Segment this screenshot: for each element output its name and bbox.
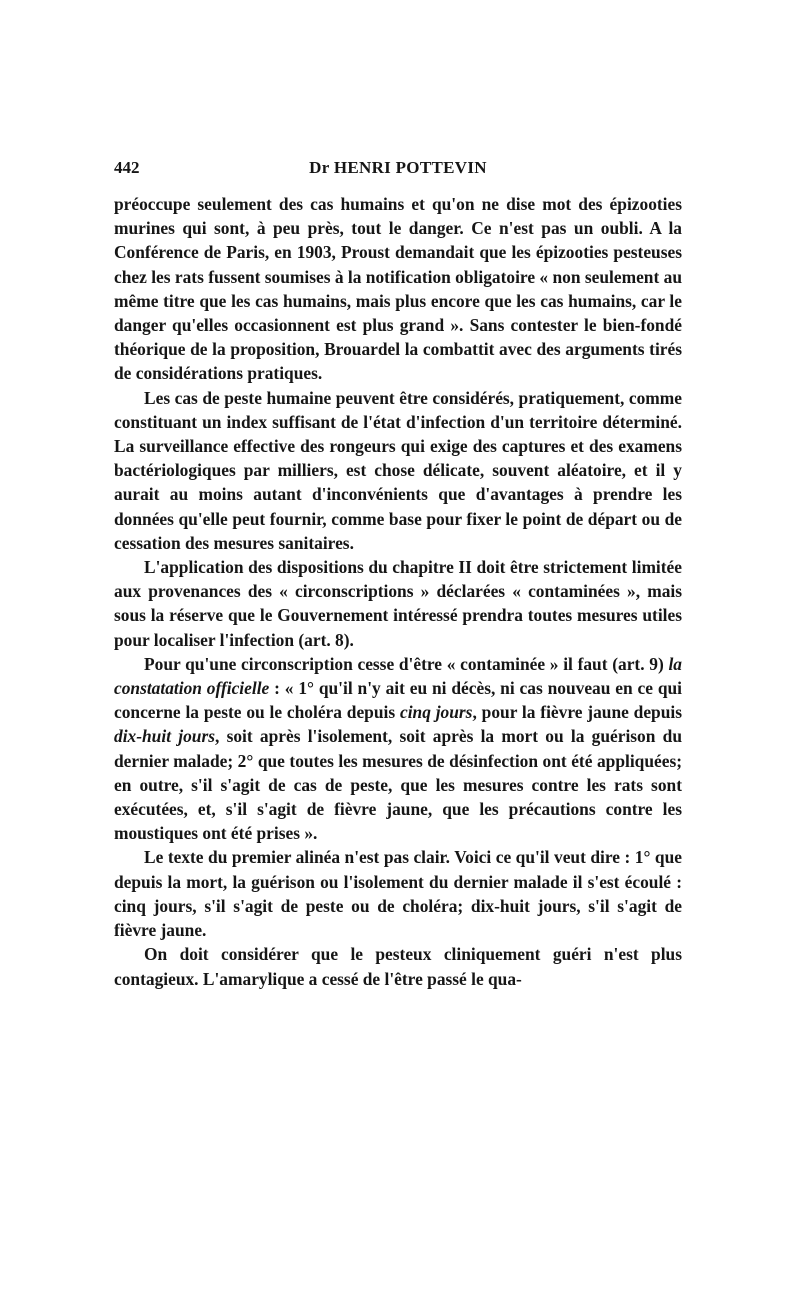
paragraph-4-part-c: : « 1° qu'il n'y ait eu ni décès, ni cas nouveau en ce qui concerne la peste ou le choléra depuis (114, 678, 682, 723)
paragraph-2: Les cas de peste humaine peuvent être considérés, pratiquement, comme constituant un index suffisant de l'état d'infection d'un territoire déterminé. La surveillance effective des rongeurs qui exige des captures et des examens bactériologiques par milliers, est chose délicate, souvent aléatoire, et il y aurait au moins autant d'inconvénients que d'avantages à prendre les données qu'elle peut fournir, comme base pour fixer le point de départ ou de cessation des mesures sanitaires. (114, 387, 682, 553)
paragraph-5: Le texte du premier alinéa n'est pas clair. Voici ce qu'il veut dire : 1° que depuis la mort, la guérison ou l'isolement du dernier malade il s'est écoulé : cinq jours, s'il s'agit de peste ou de choléra; dix-huit jours, s'il s'agit de fièvre jaune. (114, 847, 682, 941)
book-page (114, 158, 682, 991)
page-number: 442 (114, 158, 140, 177)
paragraph-4-italic-dix-huit-jours: dix-huit jours (114, 726, 215, 747)
paragraph-4-italic-constatation: la constatation officielle (114, 653, 682, 699)
paragraph-6: On doit considérer que le pesteux cliniquement guéri n'est plus contagieux. L'amarylique a cessé de l'être passé le qua- (114, 944, 682, 989)
body-text (114, 192, 682, 991)
paragraph-4 (114, 652, 682, 846)
paragraph-3: L'application des dispositions du chapitre II doit être strictement limitée aux provenances des « circonscriptions » déclarées « contaminées », mais sous la réserve que le Gouvernement intéressé prendra toutes mesures utiles pour localiser l'infection (art. 8). (114, 557, 682, 650)
running-head (114, 158, 682, 184)
paragraph-4-italic-cinq-jours: cinq jours (399, 702, 473, 723)
paragraph-1: préoccupe seulement des cas humains et qu'on ne dise mot des épizooties murines qui sont, à peu près, tout le danger. Ce n'est pas un oubli. A la Conférence de Paris, en 1903, Proust demandait que les épizooties pesteuses chez les rats fussent soumises à la notification obligatoire « non seulement au même titre que les cas humains, mais plus encore que les cas humains, car le danger qu'elles occasionnent est plus grand ». Sans contester le bien-fondé théorique de la proposition, Brouardel la combattit avec des arguments tirés de considérations pratiques. (114, 194, 682, 384)
paragraph-4-part-e: , pour la fièvre jaune depuis (472, 702, 682, 723)
running-title: Dr HENRI POTTEVIN (309, 158, 487, 177)
paragraph-4-part-g: , soit après l'isolement, soit après la mort ou la guérison du dernier malade; 2° que toutes les mesures de désinfection ont été appliquées; en outre, s'il s'agit de cas de peste, que les mesures contre les rats sont exécutées, et, s'il s'agit de fièvre jaune, que les précautions contre les moustiques ont été prises ». (114, 726, 682, 844)
paragraph-4-part-a: Pour qu'une circonscription cesse d'être « contaminée » il faut (art. 9) (144, 653, 669, 674)
